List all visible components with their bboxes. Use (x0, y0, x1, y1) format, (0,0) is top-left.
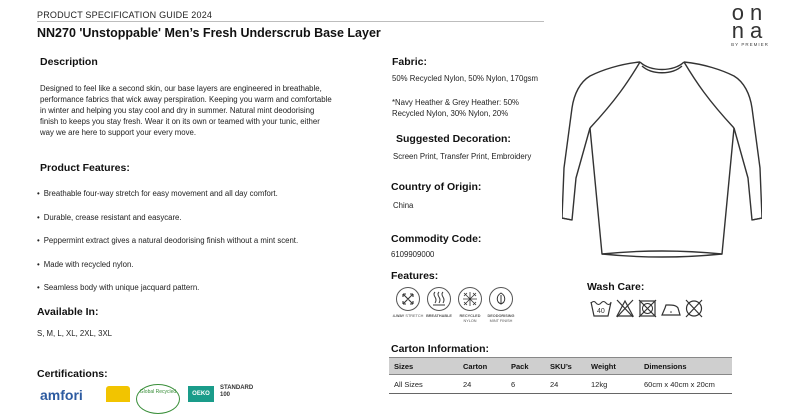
do-not-tumble-dry-icon (639, 300, 656, 317)
carton-table (389, 357, 732, 394)
column-header: Carton (458, 358, 506, 375)
carton-heading: Carton Information: (391, 343, 489, 355)
certifications-heading: Certifications: (37, 368, 108, 380)
guide-title: PRODUCT SPECIFICATION GUIDE 2024 (37, 10, 213, 20)
decoration-value: Screen Print, Transfer Print, Embroidery (393, 152, 532, 161)
list-item: • Peppermint extract gives a natural deodorising finish without a mint scent. (37, 236, 377, 260)
table-cell: 24 (458, 375, 506, 394)
table-header-row (389, 358, 732, 375)
wash-40-icon (591, 302, 611, 317)
fabric-heather-note (392, 97, 572, 119)
available-sizes: S, M, L, XL, 2XL, 3XL (37, 329, 112, 338)
iron-low-icon (662, 305, 680, 315)
global-recycled-logo: Global Recycled (136, 384, 180, 414)
features-heading: Features: (391, 270, 439, 282)
description-text (40, 83, 380, 138)
brand-logo (720, 0, 780, 47)
column-header: Weight (586, 358, 639, 375)
origin-value: China (393, 201, 414, 210)
column-header: Dimensions (639, 358, 732, 375)
table-row (389, 375, 732, 394)
fabric-heading: Fabric: (392, 56, 428, 68)
product-title: NN270 'Unstoppable' Men’s Fresh Underscrub Base Layer (37, 26, 381, 40)
oeko-tex-logo: OEKO (188, 386, 214, 402)
table-cell: 60cm x 40cm x 20cm (639, 375, 732, 394)
table-cell: 6 (506, 375, 545, 394)
product-features-heading: Product Features: (40, 162, 130, 174)
commodity-value: 6109909000 (391, 250, 435, 259)
description-heading: Description (40, 56, 98, 68)
standard-number: 100 (220, 392, 231, 398)
deodorising-label: DEODORISING MINT FINISH (487, 314, 515, 323)
table-cell: 12kg (586, 375, 639, 394)
breathable-icon (427, 287, 451, 311)
amfori-logo: amfori (40, 387, 83, 403)
list-item: • Durable, crease resistant and easycare. (37, 213, 377, 237)
fabric-heather-line: *Navy Heather & Grey Heather: 50% (392, 98, 519, 107)
description-line: performance fabrics that wick away perspiration. Keeping you warm and comfortable (40, 95, 332, 104)
recycled-nylon-label: RECYCLED NYLON (459, 314, 481, 323)
deodorising-icon (489, 287, 513, 311)
do-not-dry-clean-icon (686, 300, 702, 317)
wash-care-symbols (590, 296, 710, 325)
table-cell: All Sizes (389, 375, 458, 394)
standard-label: STANDARD (220, 385, 254, 391)
column-header: Pack (506, 358, 545, 375)
decoration-heading: Suggested Decoration: (396, 133, 511, 145)
wash-care-heading: Wash Care: (587, 281, 645, 293)
garment-illustration (562, 58, 762, 263)
list-item: • Seamless body with unique jacquard pattern. (37, 283, 377, 307)
certification-badge-icon (106, 386, 130, 402)
description-line: in winter and helping you stay cool and dry in summer. Natural mint deodorising (40, 106, 315, 115)
four-way-stretch-icon (396, 287, 420, 311)
column-header: Sizes (389, 358, 458, 375)
wash-temp: 40 (597, 308, 605, 315)
fabric-heather-line: Recycled Nylon, 30% Nylon, 20% (392, 109, 509, 118)
logo-line-2: na (731, 18, 769, 43)
list-item: • Breathable four-way stretch for easy movement and all day comfort. (37, 189, 377, 213)
table-cell: 24 (545, 375, 586, 394)
logo-tagline: BY PREMIER (731, 42, 769, 47)
description-line: finish to keeps you stay fresh. Wear it on its own or teamed with your tunic, either (40, 117, 320, 126)
fabric-composition: 50% Recycled Nylon, 50% Nylon, 170gsm (392, 74, 539, 83)
product-features-list (37, 189, 377, 307)
four-way-stretch-label: 4-WAY STRETCH (392, 314, 424, 318)
logo-line-1: on (731, 0, 769, 25)
column-header: SKU’s (545, 358, 586, 375)
do-not-bleach-icon (617, 300, 633, 317)
origin-heading: Country of Origin: (391, 181, 482, 193)
breathable-label: BREATHABLE (426, 314, 452, 318)
available-in-heading: Available In: (37, 306, 99, 318)
description-line: Designed to feel like a second skin, our base layers are engineered in breathable, (40, 84, 322, 93)
description-line: way we are here to support your every move. (40, 128, 197, 137)
recycled-nylon-icon (458, 287, 482, 311)
list-item: • Made with recycled nylon. (37, 260, 377, 284)
standard-100-logo (220, 385, 253, 399)
commodity-heading: Commodity Code: (391, 233, 482, 245)
header-divider (37, 21, 544, 22)
